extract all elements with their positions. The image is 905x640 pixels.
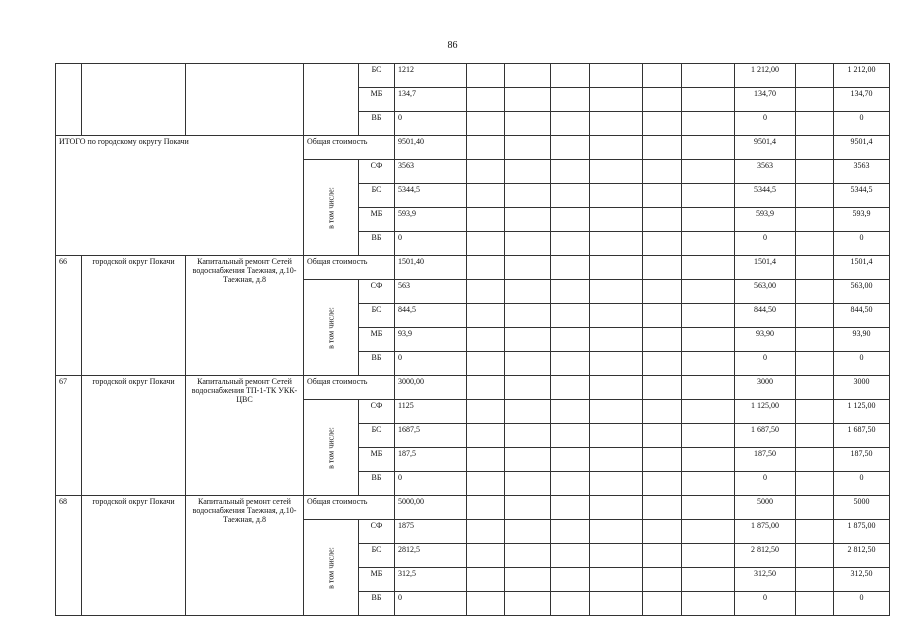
year-value: 0 xyxy=(735,592,796,616)
cell-num xyxy=(56,64,82,136)
year-value: 312,50 xyxy=(735,568,796,592)
source-label: СФ xyxy=(359,160,395,184)
year-value: 93,90 xyxy=(735,328,796,352)
municipality: городской округ Покачи xyxy=(82,256,186,376)
amount-value: 1212 xyxy=(395,64,467,88)
table-row xyxy=(56,64,890,88)
year-value: 187,50 xyxy=(735,448,796,472)
amount-value: 3000,00 xyxy=(395,376,467,400)
source-label: ВБ xyxy=(359,232,395,256)
source-label: МБ xyxy=(359,328,395,352)
item-number: 66 xyxy=(56,256,82,376)
year-value: 1 125,00 xyxy=(735,400,796,424)
total-value: 134,70 xyxy=(834,88,890,112)
amount-value: 563 xyxy=(395,280,467,304)
year-value: 1501,4 xyxy=(735,256,796,280)
total-value: 0 xyxy=(834,112,890,136)
year-value: 1 875,00 xyxy=(735,520,796,544)
amount-value: 1687,5 xyxy=(395,424,467,448)
table-row xyxy=(56,136,890,160)
amount-value: 2812,5 xyxy=(395,544,467,568)
source-label: БС xyxy=(359,64,395,88)
amount-value: 844,5 xyxy=(395,304,467,328)
including-label: в том числе: xyxy=(304,280,359,376)
total-value: 2 812,50 xyxy=(834,544,890,568)
amount-value: 93,9 xyxy=(395,328,467,352)
total-value: 312,50 xyxy=(834,568,890,592)
including-label: в том числе: xyxy=(304,400,359,496)
year-value: 1 687,50 xyxy=(735,424,796,448)
total-value: 3563 xyxy=(834,160,890,184)
cell-municipality xyxy=(82,64,186,136)
total-value: 1 687,50 xyxy=(834,424,890,448)
financing-table xyxy=(55,63,890,616)
amount-value: 0 xyxy=(395,592,467,616)
amount-value: 1125 xyxy=(395,400,467,424)
total-value: 0 xyxy=(834,592,890,616)
amount-value: 9501,40 xyxy=(395,136,467,160)
item-number: 68 xyxy=(56,496,82,616)
total-value: 0 xyxy=(834,472,890,496)
source-label: МБ xyxy=(359,448,395,472)
amount-value: 187,5 xyxy=(395,448,467,472)
total-value: 187,50 xyxy=(834,448,890,472)
total-value: 1501,4 xyxy=(834,256,890,280)
total-value: 1 125,00 xyxy=(834,400,890,424)
total-value: 844,50 xyxy=(834,304,890,328)
amount-value: 593,9 xyxy=(395,208,467,232)
including-label: в том числе: xyxy=(304,160,359,256)
amount-value: 134,7 xyxy=(395,88,467,112)
municipality: городской округ Покачи xyxy=(82,496,186,616)
amount-value: 0 xyxy=(395,352,467,376)
object-name: Капитальный ремонт Сетей водоснабжения Таежная, д.10-Таежная, д.8 xyxy=(186,256,304,376)
source-label: БС xyxy=(359,304,395,328)
year-value: 0 xyxy=(735,472,796,496)
source-label: МБ xyxy=(359,208,395,232)
source-label: ВБ xyxy=(359,112,395,136)
total-cost-label: Общая стоимость xyxy=(304,496,395,520)
amount-value: 1501,40 xyxy=(395,256,467,280)
amount-value: 1875 xyxy=(395,520,467,544)
total-value: 593,9 xyxy=(834,208,890,232)
total-value: 5344,5 xyxy=(834,184,890,208)
source-label: БС xyxy=(359,544,395,568)
amount-value: 0 xyxy=(395,112,467,136)
table-row xyxy=(56,256,890,280)
year-value: 844,50 xyxy=(735,304,796,328)
amount-value: 5344,5 xyxy=(395,184,467,208)
source-label: МБ xyxy=(359,568,395,592)
total-value: 0 xyxy=(834,352,890,376)
total-value: 1 212,00 xyxy=(834,64,890,88)
year-value: 5000 xyxy=(735,496,796,520)
source-label: СФ xyxy=(359,280,395,304)
amount-value: 5000,00 xyxy=(395,496,467,520)
source-label: СФ xyxy=(359,520,395,544)
source-label: СФ xyxy=(359,400,395,424)
source-label: МБ xyxy=(359,88,395,112)
year-value: 593,9 xyxy=(735,208,796,232)
table-row xyxy=(56,376,890,400)
source-label: ВБ xyxy=(359,352,395,376)
total-value: 563,00 xyxy=(834,280,890,304)
total-cost-label: Общая стоимость xyxy=(304,376,395,400)
year-value: 9501,4 xyxy=(735,136,796,160)
total-value: 93,90 xyxy=(834,328,890,352)
year-value: 0 xyxy=(735,352,796,376)
cell-object xyxy=(186,64,304,136)
cell-including xyxy=(304,64,359,136)
amount-value: 0 xyxy=(395,232,467,256)
item-number: 67 xyxy=(56,376,82,496)
source-label: БС xyxy=(359,184,395,208)
total-title: ИТОГО по городскому округу Покачи xyxy=(56,136,304,256)
total-value: 9501,4 xyxy=(834,136,890,160)
amount-value: 0 xyxy=(395,472,467,496)
total-value: 1 875,00 xyxy=(834,520,890,544)
total-value: 3000 xyxy=(834,376,890,400)
total-value: 5000 xyxy=(834,496,890,520)
total-cost-label: Общая стоимость xyxy=(304,256,395,280)
source-label: БС xyxy=(359,424,395,448)
year-value: 563,00 xyxy=(735,280,796,304)
page-number: 86 xyxy=(447,40,458,51)
including-label: в том числе: xyxy=(304,520,359,616)
year-value: 2 812,50 xyxy=(735,544,796,568)
year-value: 134,70 xyxy=(735,88,796,112)
year-value: 3000 xyxy=(735,376,796,400)
year-value: 5344,5 xyxy=(735,184,796,208)
object-name: Капитальный ремонт Сетей водоснабжения ТП-1-ТК УКК-ЦВС xyxy=(186,376,304,496)
municipality: городской округ Покачи xyxy=(82,376,186,496)
total-value: 0 xyxy=(834,232,890,256)
year-value: 0 xyxy=(735,112,796,136)
object-name: Капитальный ремонт сетей водоснабжения Таежная, д.10-Таежная, д.8 xyxy=(186,496,304,616)
year-value: 3563 xyxy=(735,160,796,184)
year-value: 1 212,00 xyxy=(735,64,796,88)
amount-value: 3563 xyxy=(395,160,467,184)
source-label: ВБ xyxy=(359,472,395,496)
year-value: 0 xyxy=(735,232,796,256)
source-label: ВБ xyxy=(359,592,395,616)
amount-value: 312,5 xyxy=(395,568,467,592)
total-cost-label: Общая стоимость xyxy=(304,136,395,160)
table-row xyxy=(56,496,890,520)
